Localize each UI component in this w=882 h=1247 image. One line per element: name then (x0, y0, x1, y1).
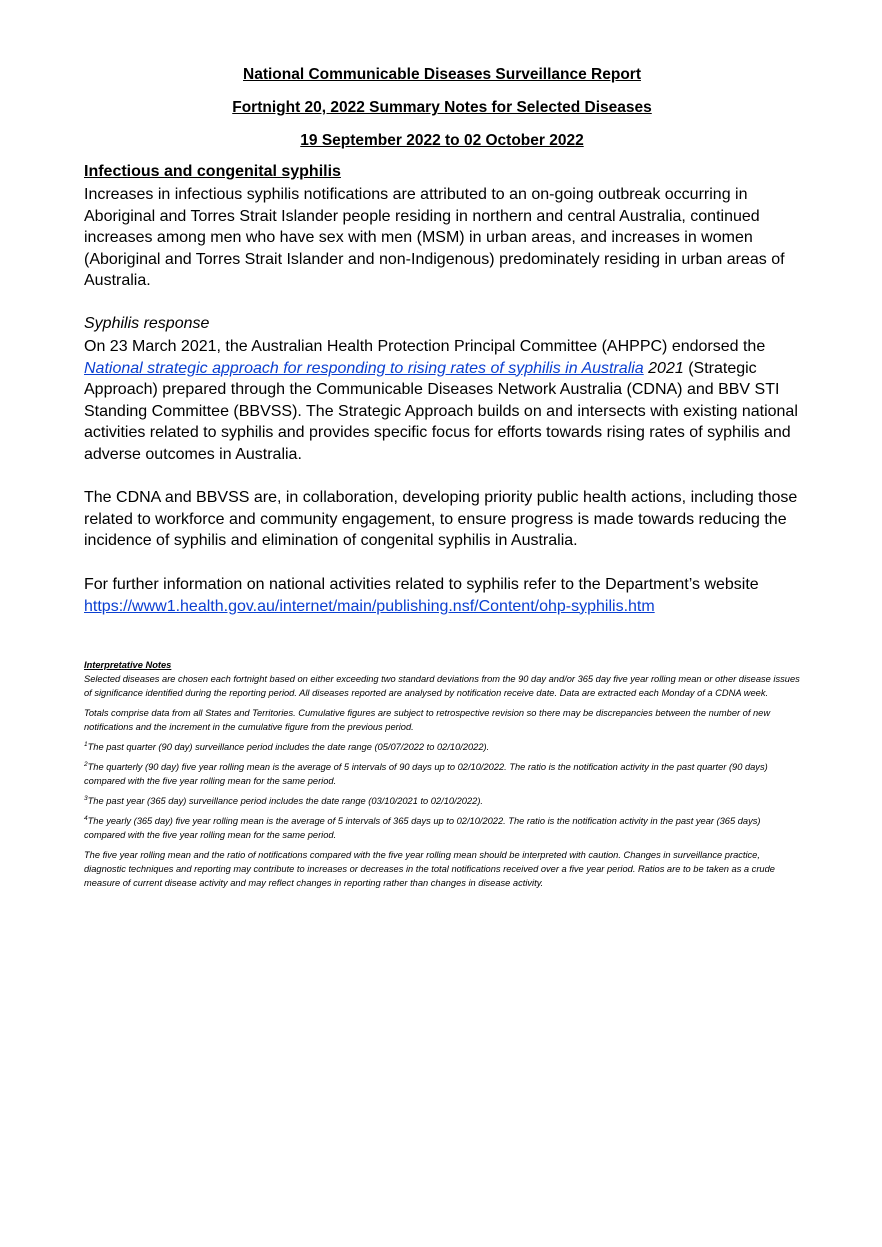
section-heading: Infectious and congenital syphilis (84, 163, 341, 180)
note-text: The past quarter (90 day) surveillance period includes the date range (05/07/2022 to 02/10/2022). (87, 742, 490, 752)
further-info-paragraph (84, 574, 800, 617)
response-paragraph (84, 336, 800, 466)
note-totals: Totals comprise data from all States and Territories. Cumulative figures are subject to retrospective revision so there may be discrepancies between the number of new notifications and the increment in the cumulative figure from the previous period. (84, 708, 771, 732)
footnote-marker: 3 (84, 794, 88, 802)
note-quarter-period (84, 740, 800, 754)
response-subheading: Syphilis response (84, 315, 210, 332)
response-year: 2021 (643, 359, 684, 377)
notes-heading: Interpretative Notes (84, 660, 172, 670)
department-website-link[interactable]: https://www1.health.gov.au/internet/main/publishing.nsf/Content/ohp-syphilis.htm (84, 597, 655, 615)
further-info-lead: For further information on national activities related to syphilis refer to the Department’s website (84, 576, 759, 593)
note-year-mean (84, 814, 800, 842)
note-caution: The five year rolling mean and the ratio of notifications compared with the five year rolling mean should be interpreted with caution. Changes in surveillance practice, diagnostic techniques and reporting may contribute to increases or decreases in the total notifications received over a five year period. Ratios are to be taken as a crude measure of current disease activity and may reflect changes in reporting rather than changes in disease activity. (84, 850, 775, 888)
note-text: The quarterly (90 day) five year rolling mean is the average of 5 intervals of 90 days up to 02/10/2022. The ratio is the notification activity in the past quarter (90 days) compared with the five year rolling mean for the same period. (84, 762, 768, 786)
report-title: National Communicable Diseases Surveillance Report (243, 66, 641, 83)
response-rest: (Strategic Approach) prepared through the Communicable Diseases Network Australia (CDNA) and BBV STI Standing Committee (BBVSS). The Strategic Approach builds on and intersects with existing national activities related to syphilis and provides specific focus for efforts towards rising rates of syphilis and adverse outcomes in Australia. (84, 359, 798, 463)
response-lead: On 23 March 2021, the Australian Health Protection Principal Committee (AHPPC) endorsed the (84, 338, 766, 355)
note-selection: Selected diseases are chosen each fortnight based on either exceeding two standard deviations from the 90 day and/or 365 day five year rolling mean or other disease issues of significance identified during the reporting period. All diseases reported are analysed by notification receive date. Data are extracted each Monday of a CDNA week. (84, 674, 800, 698)
footnote-marker: 4 (84, 814, 88, 822)
intro-paragraph: Increases in infectious syphilis notifications are attributed to an on-going outbreak occurring in Aboriginal and Torres Strait Islander people residing in northern and central Australia, continued increases among men who have sex with men (MSM) in urban areas, and increases in women (Aboriginal and Torres Strait Islander and non-Indigenous) predominately residing in urban areas of Australia. (84, 186, 785, 290)
note-text: The past year (365 day) surveillance period includes the date range (03/10/2021 to 02/10/2022). (87, 796, 484, 806)
note-text: The yearly (365 day) five year rolling mean is the average of 5 intervals of 365 days up to 02/10/2022. The ratio is the notification activity in the past year (365 days) compared with the five year rolling mean for the same period. (84, 816, 761, 840)
footnote-marker: 1 (84, 740, 88, 748)
interpretative-notes (84, 658, 800, 896)
report-date-range: 19 September 2022 to 02 October 2022 (300, 132, 584, 149)
note-year-period (84, 794, 800, 808)
footnote-marker: 2 (84, 760, 88, 768)
note-quarter-mean (84, 760, 800, 788)
report-subtitle: Fortnight 20, 2022 Summary Notes for Selected Diseases (232, 99, 652, 116)
collaboration-paragraph: The CDNA and BBVSS are, in collaboration, developing priority public health actions, including those related to workforce and community engagement, to ensure progress is made towards reducing the incidence of syphilis and elimination of congenital syphilis in Australia. (84, 489, 798, 550)
strategic-approach-link[interactable]: National strategic approach for responding to rising rates of syphilis in Australia (84, 359, 644, 377)
